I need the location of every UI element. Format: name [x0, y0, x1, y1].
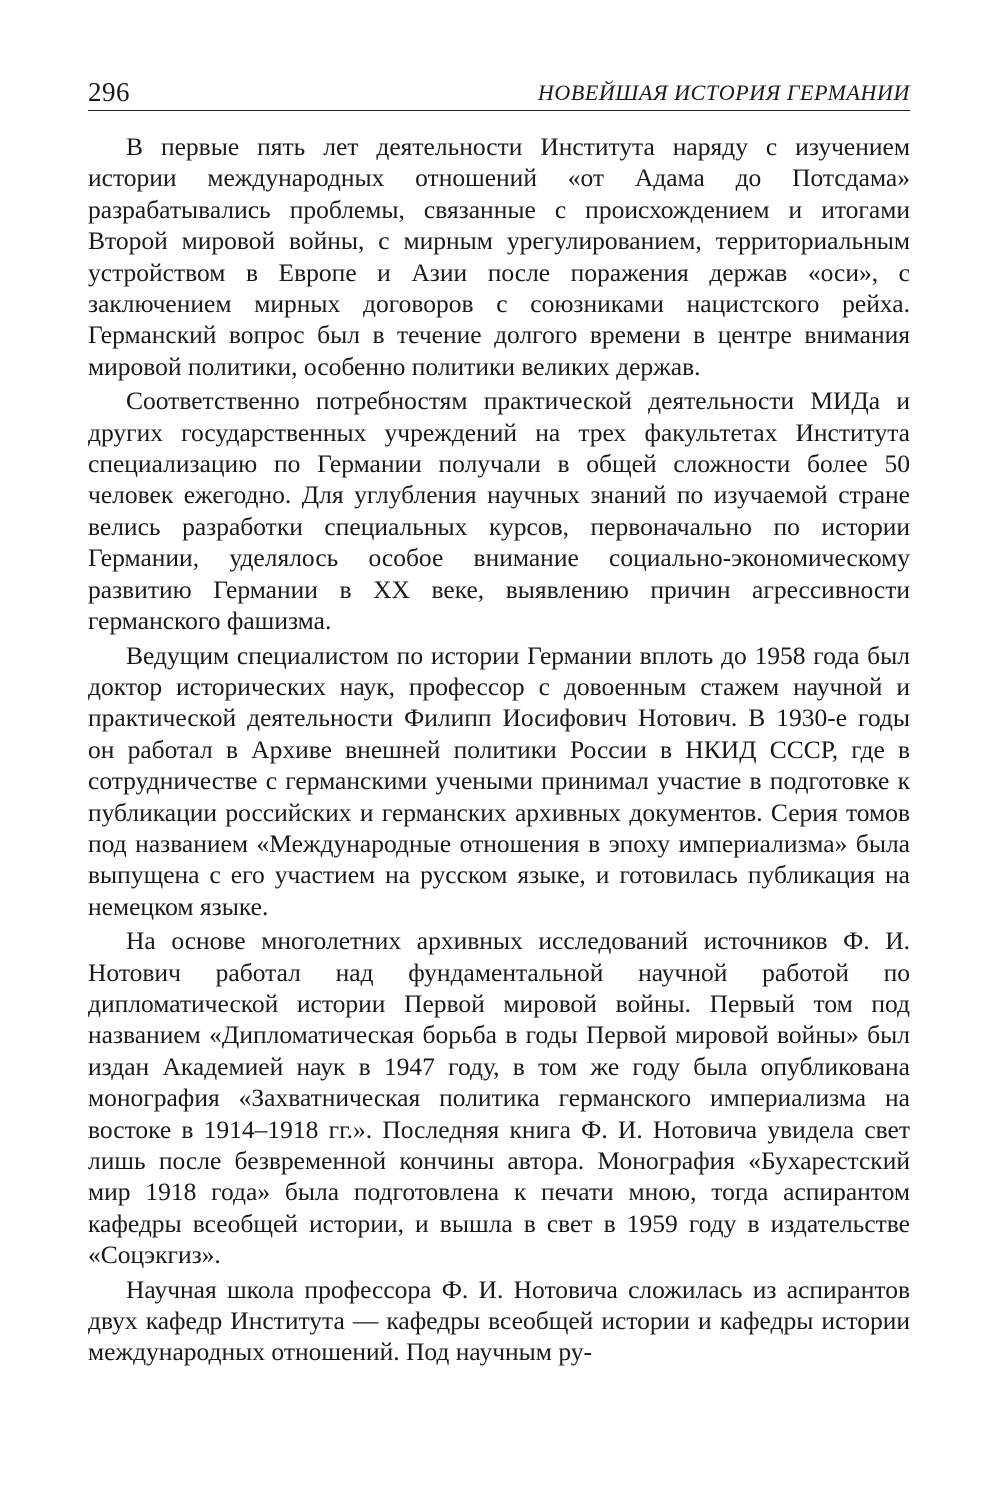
page-number: 296 — [88, 77, 130, 107]
paragraph: Научная школа профессора Ф. И. Нотовича сложилась из аспирантов двух кафедр Института — кафедры всеобщей истории и кафедры истории международных отношений. Под научным ру- — [88, 1274, 910, 1367]
paragraph: Ведущим специалистом по истории Германии вплоть до 1958 года был доктор исторических наук, профессор с довоенным стажем научной и практической деятельности Филипп Иосифович Нотович. В 1930-е годы он работал в Архиве внешней политики России в НКИД СССР, где в сотрудничестве с германскими учеными принимал участие в подготовке к публикации российских и германских архивных документов. Серия томов под названием «Международные отношения в эпоху империализма» была выпущена с его участием на русском языке, и готовилась публикация на немецком языке. — [88, 640, 910, 921]
running-title: НОВЕЙШАЯ ИСТОРИЯ ГЕРМАНИИ — [537, 80, 910, 105]
page-header — [88, 62, 910, 111]
book-page — [88, 62, 910, 1442]
paragraph: Соответственно потребностям практической деятельности МИДа и других государственных учреждений на трех факультетах Института специализацию по Германии получали в общей сложности более 50 человек ежегодно. Для углубления научных знаний по изучаемой стране велись разработки специальных курсов, первоначально по истории Германии, уделялось особое внимание социально-экономическому развитию Германии в XX веке, выявлению причин агрессивности германского фашизма. — [88, 386, 910, 636]
paragraph: В первые пять лет деятельности Института наряду с изучением истории международных отношений «от Адама до Потсдама» разрабатывались проблемы, связанные с происхождением и итогами Второй мировой войны, с мирным урегулированием, территориальным устройством в Европе и Азии после поражения держав «оси», с заключением мирных договоров с союзниками нацистского рейха. Германский вопрос был в течение долгого времени в центре внимания мировой политики, особенно политики великих держав. — [88, 132, 910, 381]
body-text — [88, 131, 910, 1368]
paragraph: На основе многолетних архивных исследований источников Ф. И. Нотович работал над фундаментальной научной работой по дипломатической истории Первой мировой войны. Первый том под названием «Дипломатическая борьба в годы Первой мировой войны» был издан Академией наук в 1947 году, в том же году была опубликована монография «Захватническая политика германского империализма на востоке в 1914–1918 гг.». Последняя книга Ф. И. Нотовича увидела свет лишь после безвременной кончины автора. Монография «Бухарестский мир 1918 года» была подготовлена к печати мною, тогда аспирантом кафедры всеобщей истории, и вышла в свет в 1959 году в издательстве «Соцэкгиз». — [88, 926, 910, 1270]
